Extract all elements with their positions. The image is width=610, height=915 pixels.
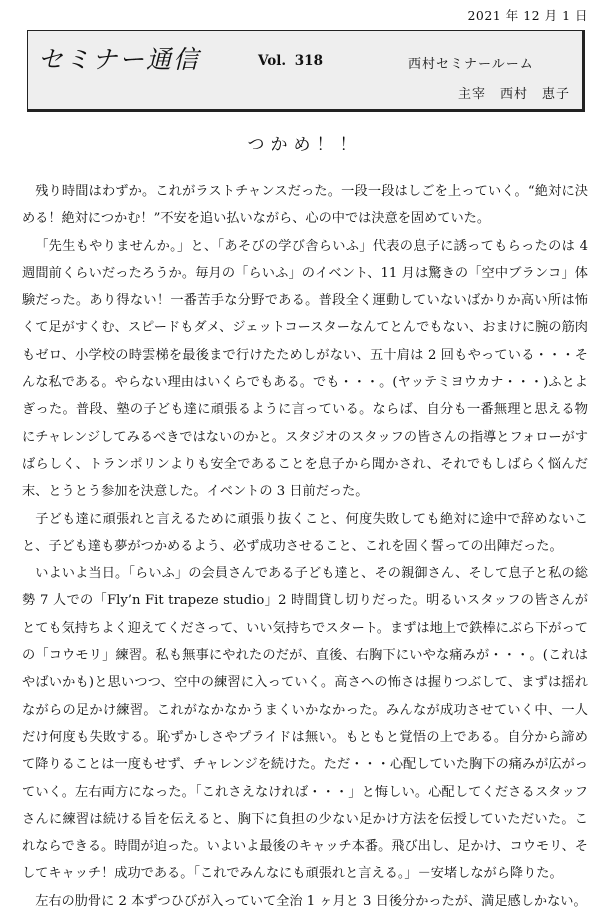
volume-number [258, 53, 323, 69]
volume-value: 318 [294, 53, 323, 69]
owner-name: 主宰 西村 恵子 [458, 87, 571, 102]
organization-name: 西村セミナールーム [408, 57, 534, 72]
paragraph: いよいよ当日。「らいふ」の会員さんである子ども達と、その親御さん、そして息子と私の総勢 7 人での「Fly’n Fit trapeze studio」2 時間貸し切りだった。明るいスタッフの皆さんがとても気持ちよく迎えてくださって、いい気持ちでスタート。まずは地上で鉄棒にぶら下がっての「コウモリ」練習。私も無事にやれたのだが、直後、右胸下にいやな痛みが・・・。(これはやばいかも)と思いつつ、空中の練習に入っていく。高さへの怖さは握りつぶして、まずは揺れながらの足かけ練習。これがなかなかうまくいかなかった。みんなが成功させていく中、一人だけ何度も失敗する。恥ずかしさやプライドは無い。もともと覚悟の上である。自分から諦めて降りることは一度もせず、チャレンジを続けた。ただ・・・心配していた胸下の痛みが広がっていく。左右両方になった。「これさえなければ・・・」と悔しい。心配してくださるスタッフさんに練習は続ける旨を伝えると、胸下に負担の少ない足かけ方法を伝授していただいた。これならできる。時間が迫った。いよいよ最後のキャッチ本番。飛び出し、足かけ、コウモリ、そしてキャッチ！成功である。「これでみんなにも頑張れと言える。」－安堵しながら降りた。 [22, 566, 588, 882]
issue-date: 2021 年 12 月 1 日 [467, 8, 588, 23]
paragraph: 子ども達に頑張れと言えるために頑張り抜くこと、何度失敗しても絶対に途中で辞めないこと、子ども達も夢がつかめるよう、必ず成功させること、これを固く誓っての出陣だった。 [22, 511, 588, 554]
paragraph: 残り時間はわずか。これがラストチャンスだった。一段一段はしごを上っていく。“絶対に決める！絶対につかむ！”不安を追い払いながら、心の中では決意を固めていた。 [22, 184, 588, 227]
paragraph: 左右の肋骨に 2 本ずつひびが入っていて全治 1 ヶ月と 3 日後分かったが、満足感しかない。 [35, 893, 587, 909]
article-title: つかめ！！ [247, 135, 363, 155]
volume-label: Vol. [258, 53, 287, 69]
newsletter-title: セミナー通信 [38, 45, 201, 74]
newsletter-header [27, 30, 585, 112]
article-body [22, 178, 588, 915]
paragraph: 「先生もやりませんか。」と、「あそびの学び舎らいふ」代表の息子に誘ってもらったのは 4 週間前くらいだったろうか。毎月の「らいふ」のイベント、11 月は驚きの「空中ブランコ」体験だった。あり得ない！一番苦手な分野である。普段全く運動していないばかりか高い所は怖くて足がすくむ、スピードもダメ、ジェットコースターなんてとんでもない、おまけに腕の筋肉もゼロ、小学校の時雲梯を最後まで行けたためしがない、五十肩は 2 回もやっている・・・そんな私である。やらない理由はいくらでもある。でも・・・。(ヤッテミヨウカナ・・・)ふとよぎった。普段、塾の子ども達に頑張るように言っている。ならば、自分も一番無理と思える物にチャレンジしてみるべきではないのかと。スタジオのスタッフの皆さんの指導とフォローがすばらしく、トランポリンよりも安全であることを息子から聞かされ、それでもしばらく悩んだ末、とうとう参加を決意した。イベントの 3 日前だった。 [22, 238, 588, 500]
